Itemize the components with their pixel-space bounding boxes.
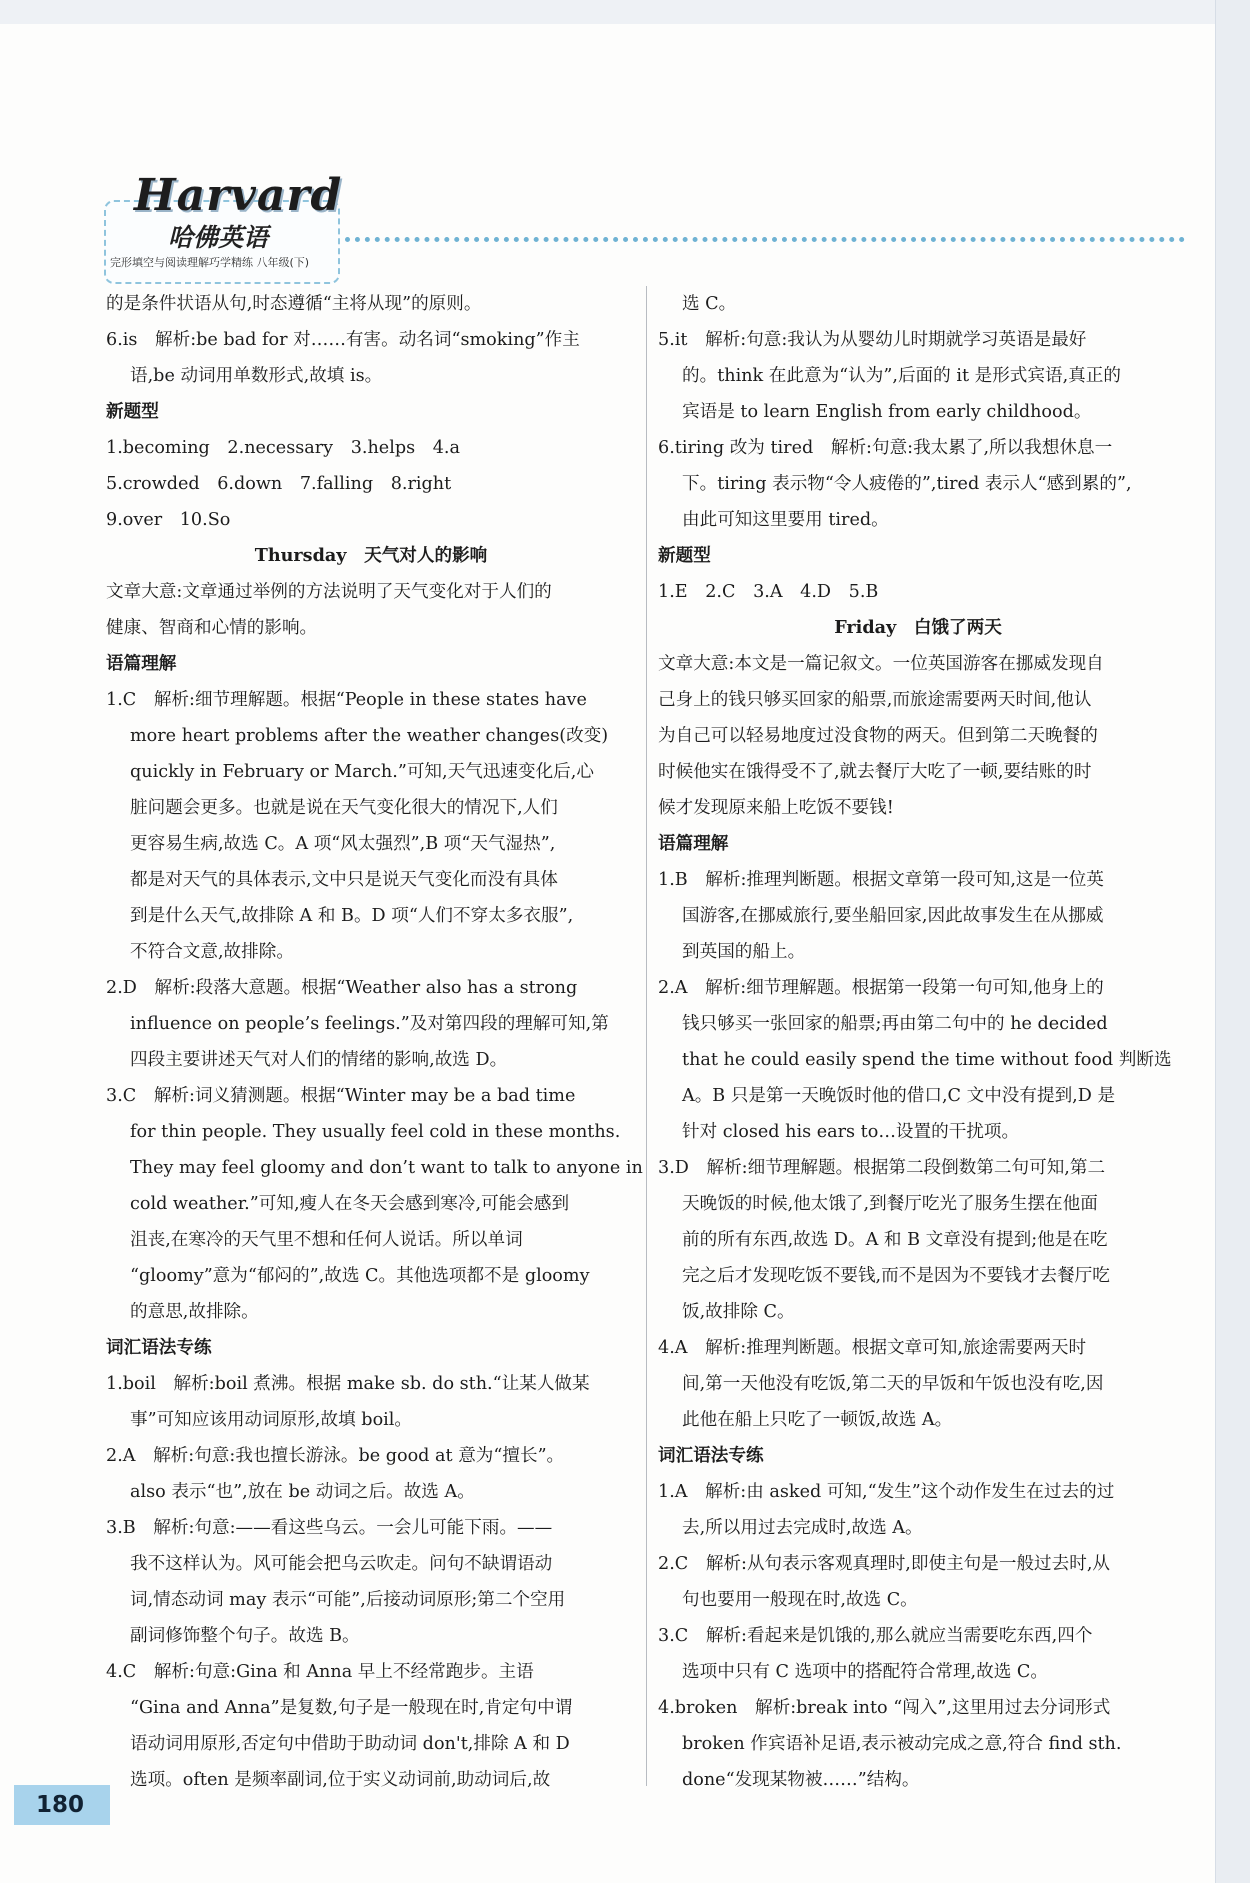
text-line: 到英国的船上。: [682, 942, 806, 962]
summary-line: 文章大意:文章通过举例的方法说明了天气变化对于人们的: [106, 582, 552, 602]
answer-line: 4.broken 解析:break into “闯入”,这里用过去分词形式: [658, 1698, 1111, 1718]
text-line: 选项。often 是频率副词,位于实义动词前,助动词后,故: [130, 1770, 551, 1790]
text-line: 句也要用一般现在时,故选 C。: [682, 1590, 918, 1610]
text-line: 选 C。: [682, 294, 737, 314]
section-heading: 词汇语法专练: [106, 1337, 212, 1358]
text-line: 的是条件状语从句,时态遵循“主将从现”的原则。: [106, 294, 482, 314]
summary-line: 为自己可以轻易地度过没食物的两天。但到第二天晚餐的: [658, 726, 1098, 746]
answer-line: 4.A 解析:推理判断题。根据文章可知,旅途需要两天时: [658, 1338, 1087, 1358]
section-heading: 新题型: [658, 545, 711, 566]
section-heading: 新题型: [106, 401, 159, 422]
answer-line: 3.D 解析:细节理解题。根据第二段倒数第二句可知,第二: [658, 1158, 1106, 1178]
logo-subtitle: 哈佛英语: [168, 223, 269, 252]
text-line: 更容易生病,故选 C。A 项“风太强烈”,B 项“天气湿热”,: [130, 834, 556, 854]
answer-line: 1.E 2.C 3.A 4.D 5.B: [658, 582, 879, 602]
section-heading: 语篇理解: [106, 653, 177, 674]
text-line: A。B 只是第一天晚饭时他的借口,C 文中没有提到,D 是: [682, 1086, 1116, 1106]
text-line: 事”可知应该用动词原形,故填 boil。: [130, 1410, 413, 1430]
text-line: 去,所以用过去完成时,故选 A。: [682, 1518, 923, 1538]
text-line: 此他在船上只吃了一顿饭,故选 A。: [682, 1410, 953, 1430]
text-line: 完之后才发现吃饭不要钱,而不是因为不要钱才去餐厅吃: [682, 1266, 1110, 1286]
column-divider: [646, 286, 647, 1786]
text-line: 钱只够买一张回家的船票;再由第二句中的 he decided: [682, 1014, 1108, 1034]
summary-line: 文章大意:本文是一篇记叙文。一位英国游客在挪威发现自: [658, 654, 1104, 674]
day-heading-thursday: Thursday 天气对人的影响: [254, 545, 488, 566]
answer-line: 1.C 解析:细节理解题。根据“People in these states have: [106, 690, 587, 710]
answer-line: 1.A 解析:由 asked 可知,“发生”这个动作发生在过去的过: [658, 1482, 1115, 1502]
answer-line: 4.C 解析:句意:Gina 和 Anna 早上不经常跑步。主语: [106, 1662, 534, 1682]
answer-line: 1.boil 解析:boil 煮沸。根据 make sb. do sth.“让某人做某: [106, 1374, 590, 1394]
right-column: [658, 286, 1178, 1798]
text-line: 都是对天气的具体表示,文中只是说天气变化而没有具体: [130, 870, 558, 890]
text-line: more heart problems after the weather changes(改变): [130, 726, 609, 746]
text-line: 下。tiring 表示物“令人疲倦的”,tired 表示人“感到累的”,: [682, 474, 1132, 494]
text-line: 针对 closed his ears to…设置的干扰项。: [682, 1122, 1020, 1142]
text-line: 副词修饰整个句子。故选 B。: [130, 1626, 360, 1646]
answer-line: 5.it 解析:句意:我认为从婴幼儿时期就学习英语是最好: [658, 330, 1087, 350]
text-line: 天晚饭的时候,他太饿了,到餐厅吃光了服务生摆在他面: [682, 1194, 1098, 1214]
text-line: 语动词用原形,否定句中借助于助动词 don't,排除 A 和 D: [130, 1734, 570, 1754]
header-dotted-rule: [345, 237, 1185, 242]
text-line: 饭,故排除 C。: [682, 1302, 795, 1322]
answer-line: 2.A 解析:细节理解题。根据第一段第一句可知,他身上的: [658, 978, 1104, 998]
answer-line: 6.is 解析:be bad for 对……有害。动名词“smoking”作主: [106, 330, 580, 350]
answer-line: 1.B 解析:推理判断题。根据文章第一段可知,这是一位英: [658, 870, 1104, 890]
answer-line: 6.tiring 改为 tired 解析:句意:我太累了,所以我想休息一: [658, 438, 1113, 458]
answer-line: 1.becoming 2.necessary 3.helps 4.a: [106, 438, 461, 458]
text-line: 的。think 在此意为“认为”,后面的 it 是形式宾语,真正的: [682, 366, 1121, 386]
text-line: “gloomy”意为“郁闷的”,故选 C。其他选项都不是 gloomy: [130, 1266, 590, 1286]
text-line: 间,第一天他没有吃饭,第二天的早饭和午饭也没有吃,因: [682, 1374, 1104, 1394]
text-line: 我不这样认为。风可能会把乌云吹走。问句不缺谓语动: [130, 1554, 553, 1574]
text-line: influence on people’s feelings.”及对第四段的理解可知,第: [130, 1014, 609, 1034]
answer-line: 3.C 解析:看起来是饥饿的,那么就应当需要吃东西,四个: [658, 1626, 1093, 1646]
text-line: 前的所有东西,故选 D。A 和 B 文章没有提到;他是在吃: [682, 1230, 1108, 1250]
text-line: 国游客,在挪威旅行,要坐船回家,因此故事发生在从挪威: [682, 906, 1104, 926]
text-line: also 表示“也”,放在 be 动词之后。故选 A。: [130, 1482, 475, 1502]
text-line: that he could easily spend the time without food 判断选: [682, 1050, 1172, 1070]
logo-title: Harvard: [134, 170, 343, 221]
answer-line: 2.A 解析:句意:我也擅长游泳。be good at 意为“擅长”。: [106, 1446, 565, 1466]
text-line: quickly in February or March.”可知,天气迅速变化后,心: [130, 762, 594, 782]
text-line: 由此可知这里要用 tired。: [682, 510, 889, 530]
text-line: for thin people. They usually feel cold in these months.: [130, 1122, 621, 1142]
summary-line: 己身上的钱只够买回家的船票,而旅途需要两天时间,他认: [658, 690, 1092, 710]
text-line: 选项中只有 C 选项中的搭配符合常理,故选 C。: [682, 1662, 1048, 1682]
summary-line: 候才发现原来船上吃饭不要钱!: [658, 798, 894, 818]
book-title: 完形填空与阅读理解巧学精练 八年级(下): [110, 256, 310, 269]
text-line: “Gina and Anna”是复数,句子是一般现在时,肯定句中谓: [130, 1698, 573, 1718]
text-line: 词,情态动词 may 表示“可能”,后接动词原形;第二个空用: [130, 1590, 566, 1610]
section-heading: 语篇理解: [658, 833, 729, 854]
text-line: 的意思,故排除。: [130, 1302, 259, 1322]
answer-line: 9.over 10.So: [106, 510, 231, 530]
text-line: 脏问题会更多。也就是说在天气变化很大的情况下,人们: [130, 798, 558, 818]
text-line: 宾语是 to learn English from early childhood。: [682, 402, 1092, 422]
page-edge: [1215, 0, 1250, 1883]
answer-line: 3.B 解析:句意:——看这些乌云。一会儿可能下雨。——: [106, 1518, 553, 1538]
text-line: 沮丧,在寒冷的天气里不想和任何人说话。所以单词: [130, 1230, 523, 1250]
summary-line: 时候他实在饿得受不了,就去餐厅大吃了一顿,要结账的时: [658, 762, 1092, 782]
summary-line: 健康、智商和心情的影响。: [106, 618, 318, 638]
text-line: 语,be 动词用单数形式,故填 is。: [130, 366, 383, 386]
text-line: 四段主要讲述天气对人们的情绪的影响,故选 D。: [130, 1050, 508, 1070]
text-line: 不符合文意,故排除。: [130, 942, 294, 962]
answer-line: 5.crowded 6.down 7.falling 8.right: [106, 474, 452, 494]
answer-line: 2.C 解析:从句表示客观真理时,即使主句是一般过去时,从: [658, 1554, 1111, 1574]
day-heading-friday: Friday 白饿了两天: [834, 617, 1002, 638]
answer-line: 2.D 解析:段落大意题。根据“Weather also has a strong: [106, 978, 578, 998]
text-line: broken 作宾语补足语,表示被动完成之意,符合 find sth.: [682, 1734, 1122, 1754]
text-line: cold weather.”可知,瘦人在冬天会感到寒冷,可能会感到: [130, 1194, 570, 1214]
top-margin: [0, 0, 1250, 24]
page-number: 180: [14, 1785, 110, 1825]
answer-line: 3.C 解析:词义猜测题。根据“Winter may be a bad time: [106, 1086, 576, 1106]
section-heading: 词汇语法专练: [658, 1445, 764, 1466]
text-line: 到是什么天气,故排除 A 和 B。D 项“人们不穿太多衣服”,: [130, 906, 574, 926]
text-line: done“发现某物被……”结构。: [682, 1770, 920, 1790]
text-line: They may feel gloomy and don’t want to talk to anyone in: [130, 1158, 643, 1178]
left-column: [106, 286, 643, 1798]
